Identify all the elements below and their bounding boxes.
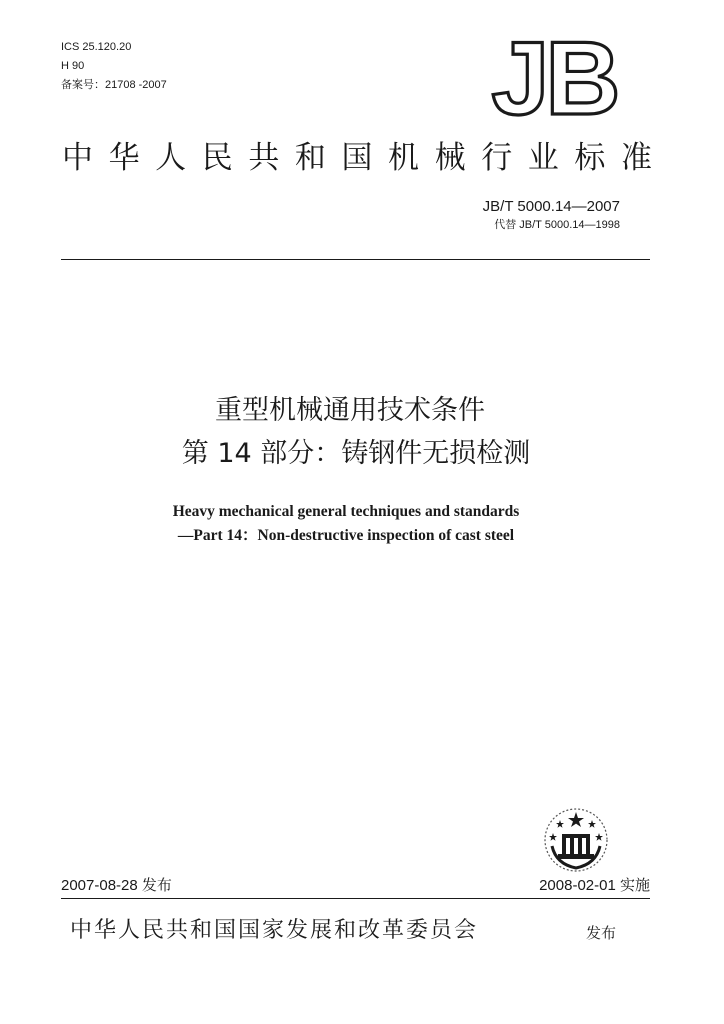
industry-title-char: 华 [108, 140, 140, 176]
replaces-standard: 代替 JB/T 5000.14—1998 [494, 219, 620, 231]
industry-title-char: 国 [341, 140, 373, 176]
industry-title-char: 机 [388, 140, 420, 176]
publisher-name: 中华人民共和国国家发展和改革委员会 [70, 918, 479, 943]
effective-date: 2008-02-01 实施 [539, 877, 650, 894]
industry-title-char: 准 [620, 140, 652, 176]
title-cn-line1: 重型机械通用技术条件 [215, 395, 485, 426]
jb-logo [488, 26, 620, 126]
jb-logo-text: JB [491, 26, 617, 126]
industry-title-char: 行 [481, 140, 513, 176]
industry-standard-title [62, 138, 652, 178]
industry-title-char: 业 [527, 140, 559, 176]
title-en-line2: —Part 14：Non-destructive inspection of cast steel [177, 527, 515, 544]
national-emblem-icon [542, 806, 610, 874]
issue-date: 2007-08-28 发布 [61, 877, 172, 894]
ics-code: ICS 25.120.20 [61, 41, 132, 53]
industry-title-char: 人 [155, 140, 187, 176]
industry-title-char: 中 [62, 140, 93, 176]
industry-title-char: 和 [294, 140, 326, 176]
filing-number: 备案号：21708 -2007 [61, 79, 167, 91]
standard-number: JB/T 5000.14—2007 [482, 198, 620, 215]
bottom-divider [61, 898, 650, 899]
title-en-line1: Heavy mechanical general techniques and standards [172, 503, 520, 520]
title-cn-line2: 第 14 部分：铸钢件无损检测 [181, 438, 531, 469]
industry-title-char: 械 [434, 140, 466, 176]
industry-title-char: 标 [574, 140, 606, 176]
industry-title-char: 民 [201, 140, 233, 176]
top-divider [61, 259, 650, 260]
publisher-action: 发布 [586, 924, 617, 942]
classification-code: H 90 [61, 60, 85, 72]
industry-title-char: 共 [248, 140, 280, 176]
